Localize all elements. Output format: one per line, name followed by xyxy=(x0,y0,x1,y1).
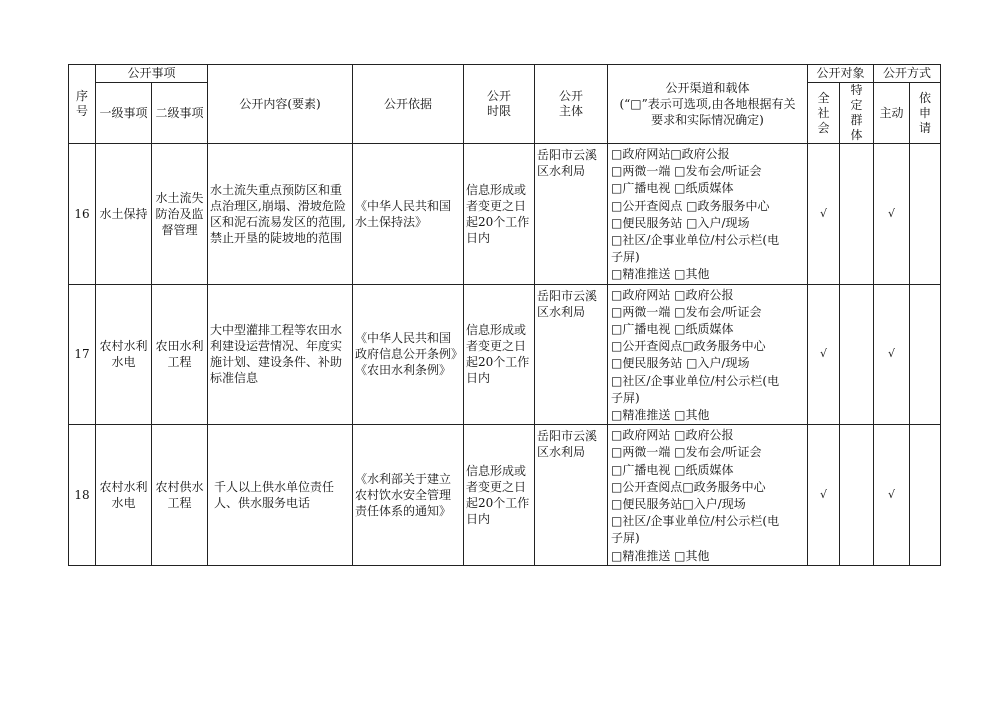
header-items-group: 公开事项 xyxy=(96,65,208,83)
row-mode-active-check: √ xyxy=(874,144,910,285)
row-mode-request-check xyxy=(910,144,941,285)
table-row xyxy=(69,425,941,566)
row-seq: 17 xyxy=(69,284,96,425)
channel-line: □社区/企事业单位/村公示栏(电 xyxy=(611,514,780,529)
channel-line: □政府网站 □政府公报 xyxy=(611,428,734,443)
row-level2: 水土流失防治及监督管理 xyxy=(152,144,208,285)
row-subject: 岳阳市云溪区水利局 xyxy=(535,425,608,566)
table-row xyxy=(69,284,941,425)
header-target-all: 全社会 xyxy=(808,83,840,144)
row-target-specific-check xyxy=(840,425,874,566)
row-time: 信息形成或者变更之日起20个工作日内 xyxy=(464,425,535,566)
row-subject: 岳阳市云溪区水利局 xyxy=(535,284,608,425)
row-channels xyxy=(608,144,808,285)
row-level1: 农村水利水电 xyxy=(96,425,152,566)
channel-line: □便民服务站 □入户/现场 xyxy=(611,215,750,230)
header-channel xyxy=(608,65,808,144)
header-channel-note: (“□”表示可选项,由各地根据有关要求和实际情况确定) xyxy=(619,97,796,127)
channel-line: □公开查阅点□政务服务中心 xyxy=(611,339,766,354)
row-channels xyxy=(608,425,808,566)
channel-line: □便民服务站 □入户/现场 xyxy=(611,356,750,371)
channel-line: □便民服务站□入户/现场 xyxy=(611,497,746,512)
header-content: 公开内容(要素) xyxy=(208,65,353,144)
channel-line: □广播电视 □纸质媒体 xyxy=(611,181,734,196)
header-target-specific: 特定群体 xyxy=(840,83,874,144)
row-mode-active-check: √ xyxy=(874,284,910,425)
header-seq: 序号 xyxy=(69,65,96,144)
channel-line: □精准推送 □其他 xyxy=(611,548,710,563)
header-mode-request: 依申请 xyxy=(910,83,941,144)
row-level2: 农田水利工程 xyxy=(152,284,208,425)
channel-line: □精准推送 □其他 xyxy=(611,408,710,423)
row-mode-request-check xyxy=(910,425,941,566)
row-basis: 《水利部关于建立农村饮水安全管理责任体系的通知》 xyxy=(353,425,464,566)
row-time: 信息形成或者变更之日起20个工作日内 xyxy=(464,284,535,425)
row-level1: 水土保持 xyxy=(96,144,152,285)
header-level2: 二级事项 xyxy=(152,83,208,144)
row-target-specific-check xyxy=(840,144,874,285)
row-subject: 岳阳市云溪区水利局 xyxy=(535,144,608,285)
channel-line: □政府网站□政府公报 xyxy=(611,147,730,161)
channel-line: □公开查阅点 □政务服务中心 xyxy=(611,198,770,213)
header-target-group: 公开对象 xyxy=(808,65,874,83)
row-mode-active-check: √ xyxy=(874,425,910,566)
row-seq: 18 xyxy=(69,425,96,566)
table-row xyxy=(69,144,941,285)
header-basis: 公开依据 xyxy=(353,65,464,144)
channel-line: □公开查阅点□政务服务中心 xyxy=(611,479,766,494)
row-target-all-check: √ xyxy=(808,425,840,566)
row-target-all-check: √ xyxy=(808,284,840,425)
channel-line: □两微一端 □发布会/听证会 xyxy=(611,445,762,460)
channel-line: □社区/企事业单位/村公示栏(电 xyxy=(611,373,780,388)
channel-line: 子屏) xyxy=(611,390,640,405)
header-channel-title: 公开渠道和载体 xyxy=(665,81,750,95)
header-time: 公开时限 xyxy=(464,65,535,144)
row-time: 信息形成或者变更之日起20个工作日内 xyxy=(464,144,535,285)
channel-line: 子屏) xyxy=(611,250,640,265)
channel-line: □精准推送 □其他 xyxy=(611,267,710,282)
channel-line: □广播电视 □纸质媒体 xyxy=(611,322,734,337)
header-mode-group: 公开方式 xyxy=(874,65,941,83)
row-basis: 《中华人民共和国水土保持法》 xyxy=(353,144,464,285)
header-mode-active: 主动 xyxy=(874,83,910,144)
channel-line: 子屏) xyxy=(611,531,640,546)
header-level1: 一级事项 xyxy=(96,83,152,144)
row-content: 水土流失重点预防区和重点治理区,崩塌、滑坡危险区和泥石流易发区的范围,禁止开垦的陡坡地的范围 xyxy=(208,144,353,285)
row-level2: 农村供水工程 xyxy=(152,425,208,566)
channel-line: □两微一端 □发布会/听证会 xyxy=(611,304,762,319)
channel-line: □广播电视 □纸质媒体 xyxy=(611,462,734,477)
row-target-specific-check xyxy=(840,284,874,425)
row-target-all-check: √ xyxy=(808,144,840,285)
disclosure-table-sheet xyxy=(68,64,941,566)
row-level1: 农村水利水电 xyxy=(96,284,152,425)
disclosure-table xyxy=(68,64,941,566)
row-channels xyxy=(608,284,808,425)
channel-line: □两微一端 □发布会/听证会 xyxy=(611,164,762,179)
channel-line: □社区/企事业单位/村公示栏(电 xyxy=(611,233,780,248)
channel-line: □政府网站 □政府公报 xyxy=(611,287,734,302)
row-content: 千人以上供水单位责任人、供水服务电话 xyxy=(208,425,353,566)
header-subject: 公开主体 xyxy=(535,65,608,144)
row-content: 大中型灌排工程等农田水利建设运营情况、年度实施计划、建设条件、补助标准信息 xyxy=(208,284,353,425)
row-mode-request-check xyxy=(910,284,941,425)
row-seq: 16 xyxy=(69,144,96,285)
row-basis: 《中华人民共和国政府信息公开条例》《农田水利条例》 xyxy=(353,284,464,425)
